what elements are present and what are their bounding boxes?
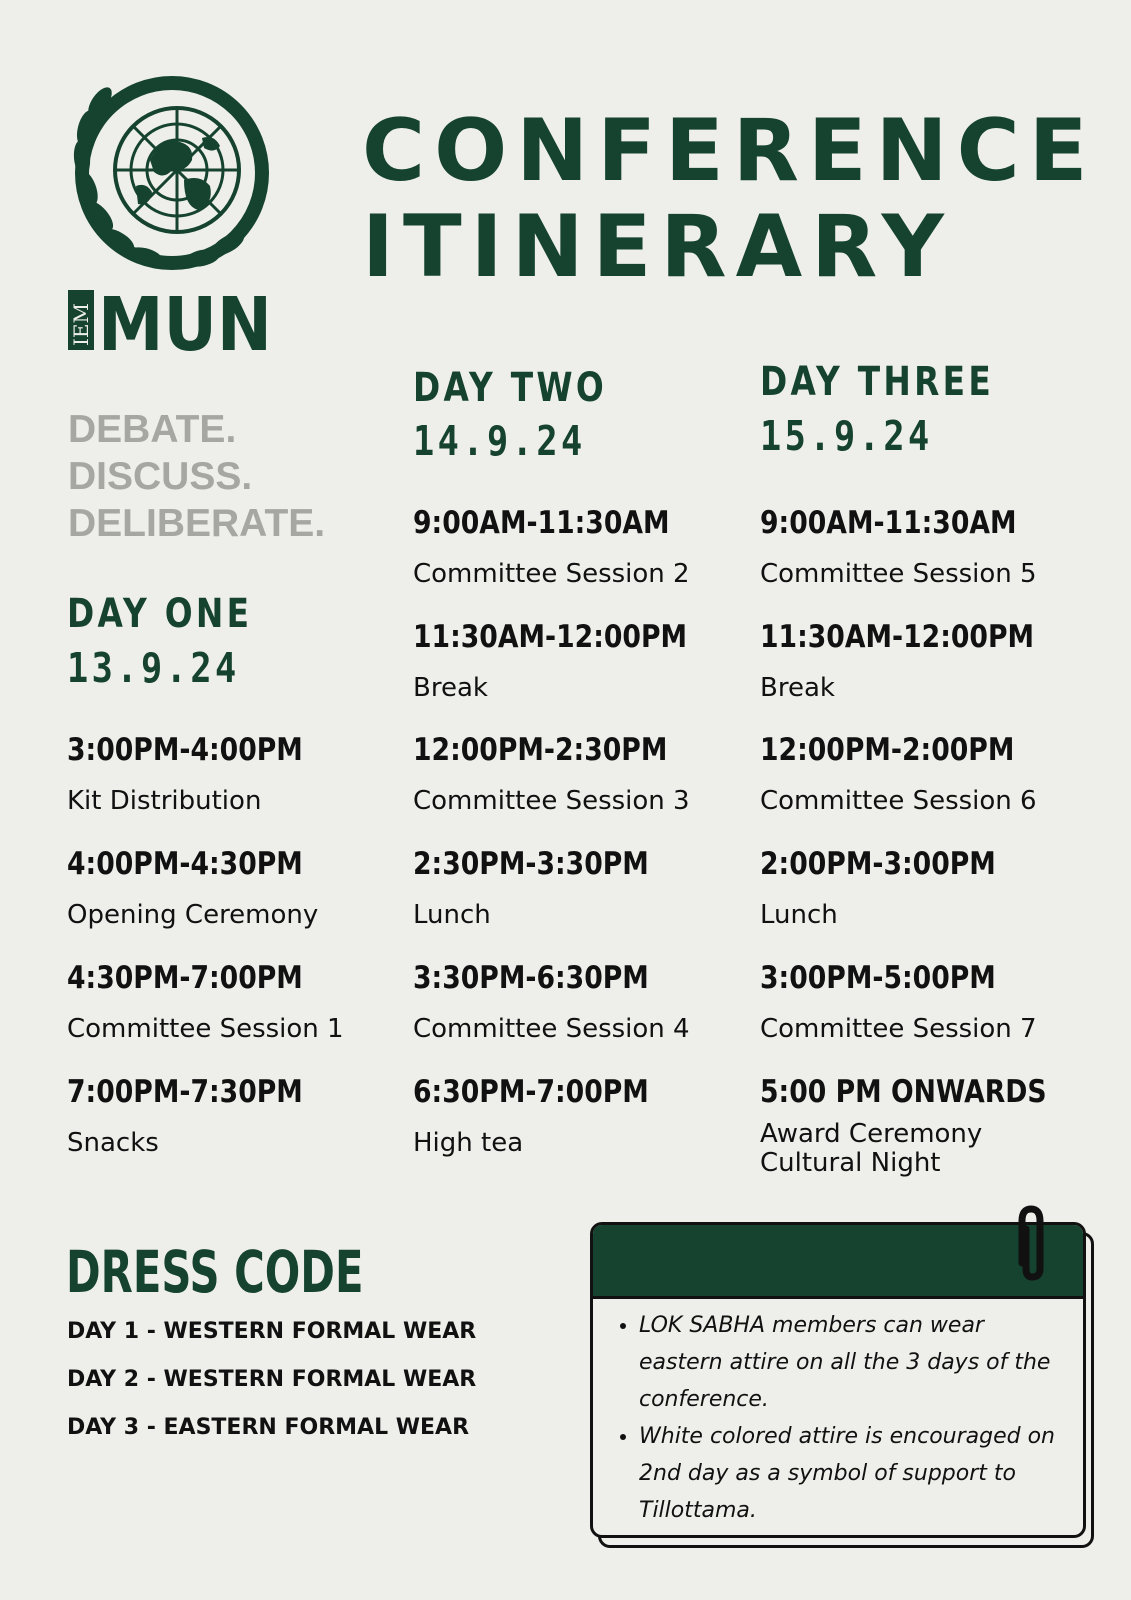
day-one-event-1-activity: Kit Distribution [67,786,262,816]
dress-code-day-1: DAY 1 - WESTERN FORMAL WEAR [67,1319,477,1344]
day-one-event-3-time: 4:30PM-7:00PM [67,960,303,996]
day-one-heading: DAY ONE [67,591,253,637]
day-one-event-2-time: 4:00PM-4:30PM [67,846,303,882]
day-two-heading: DAY TWO [413,365,608,411]
day-three-event-4-activity: Lunch [760,900,838,930]
day-three-event-2-time: 11:30AM-12:00PM [760,619,1035,655]
tagline-discuss: DISCUSS. [68,455,253,498]
day-two-event-6-activity: High tea [413,1128,524,1158]
un-emblem-laurel-icon [52,68,292,368]
dress-code-day-3: DAY 3 - EASTERN FORMAL WEAR [67,1415,470,1440]
day-three-event-5-activity: Committee Session 7 [760,1014,1037,1044]
day-one-event-2-activity: Opening Ceremony [67,900,319,930]
day-three-event-6-activity-line2: Cultural Night [760,1148,941,1178]
mun-wordmark: MUN [98,282,272,368]
page-title-line1: CONFERENCE [362,101,1097,201]
svg-text:IEM: IEM [69,303,93,346]
day-three-event-5-time: 3:00PM-5:00PM [760,960,996,996]
day-three-heading: DAY THREE [760,359,995,405]
day-two-event-3-time: 12:00PM-2:30PM [413,732,668,768]
day-one-date: 13.9.24 [67,644,240,692]
day-three-event-3-activity: Committee Session 6 [760,786,1037,816]
day-two-event-5-time: 3:30PM-6:30PM [413,960,649,996]
day-one-event-3-activity: Committee Session 1 [67,1014,344,1044]
day-two-event-2-activity: Break [413,673,488,703]
note-list [609,1307,1073,1529]
day-two-date: 14.9.24 [413,417,586,465]
day-three-event-6-time: 5:00 PM ONWARDS [760,1074,1047,1110]
day-two-event-4-time: 2:30PM-3:30PM [413,846,649,882]
dress-code-title: DRESS CODE [66,1238,364,1306]
day-two-event-1-time: 9:00AM-11:30AM [413,505,670,541]
page-title-line2: ITINERARY [362,197,953,297]
day-three-event-1-time: 9:00AM-11:30AM [760,505,1017,541]
tagline-deliberate: DELIBERATE. [68,502,326,545]
day-three-event-2-activity: Break [760,673,835,703]
day-three-event-3-time: 12:00PM-2:00PM [760,732,1015,768]
dress-code-day-2: DAY 2 - WESTERN FORMAL WEAR [67,1367,477,1392]
day-two-event-4-activity: Lunch [413,900,491,930]
paper-clip-icon [1010,1203,1050,1281]
day-two-event-6-time: 6:30PM-7:00PM [413,1074,649,1110]
day-three-event-4-time: 2:00PM-3:00PM [760,846,996,882]
day-three-event-1-activity: Committee Session 5 [760,559,1037,589]
iem-mun-logo [52,68,292,368]
day-three-date: 15.9.24 [760,412,933,460]
day-one-event-1-time: 3:00PM-4:00PM [67,732,303,768]
day-two-event-3-activity: Committee Session 3 [413,786,690,816]
tagline-debate: DEBATE. [68,408,237,451]
day-two-event-5-activity: Committee Session 4 [413,1014,690,1044]
day-one-event-4-time: 7:00PM-7:30PM [67,1074,303,1110]
day-two-event-1-activity: Committee Session 2 [413,559,690,589]
day-one-event-4-activity: Snacks [67,1128,159,1158]
note-item-lok-sabha: • LOK SABHA members can wear eastern attire on all the 3 days of the conference. [639,1307,1073,1418]
day-two-event-2-time: 11:30AM-12:00PM [413,619,688,655]
note-item-white-attire: • White colored attire is encouraged on 2nd day as a symbol of support to Tillottama. [639,1418,1073,1529]
day-three-event-6-activity: Award Ceremony [760,1119,983,1149]
